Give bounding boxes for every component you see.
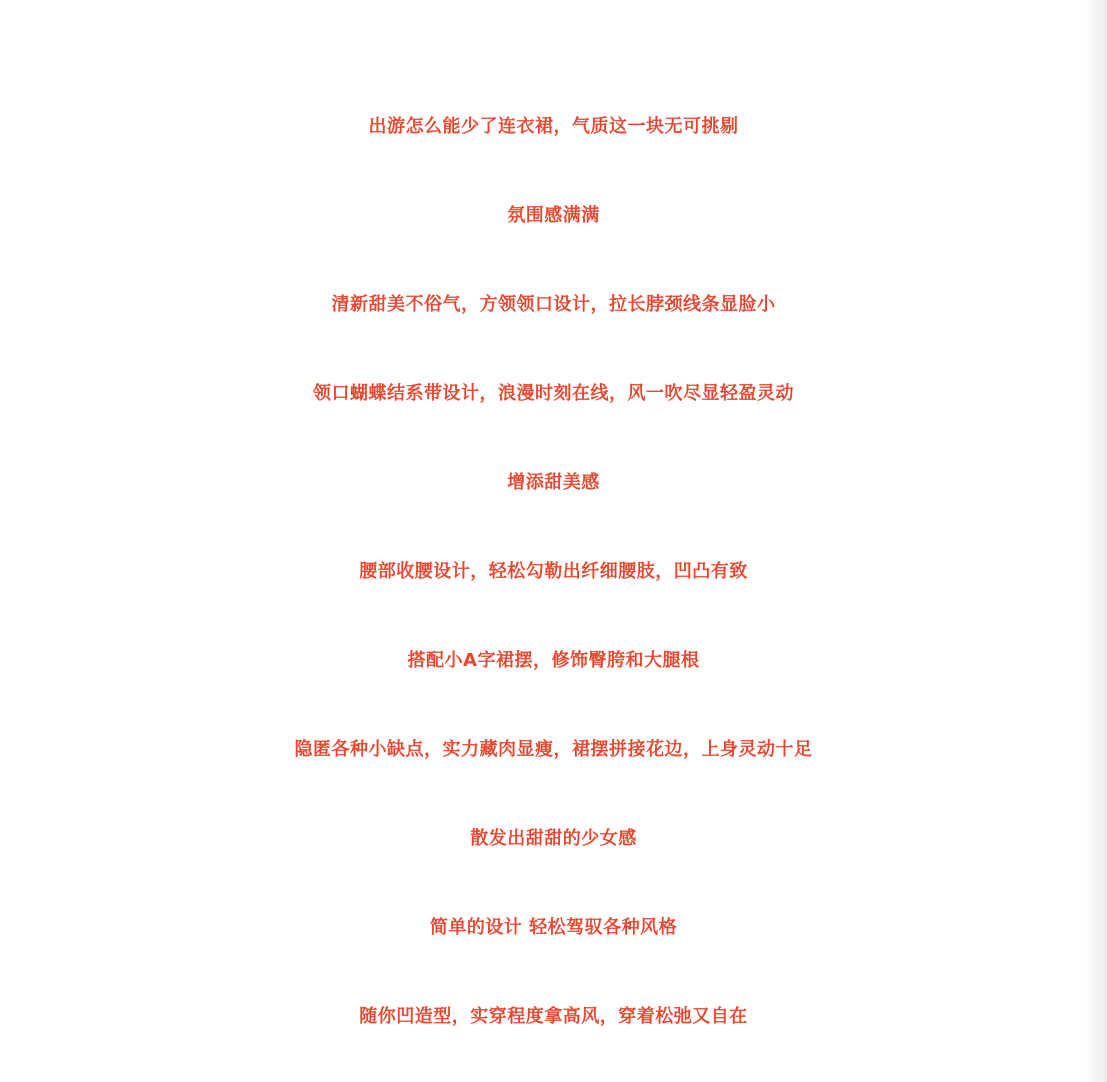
page-edge-shadow: [1085, 0, 1107, 1082]
text-line: 氛围感满满: [507, 205, 600, 226]
text-line: 搭配小A字裙摆，修饰臀胯和大腿根: [407, 650, 700, 671]
text-line: 出游怎么能少了连衣裙，气质这一块无可挑剔: [368, 116, 739, 137]
text-line: 清新甜美不俗气，方领领口设计，拉长脖颈线条显脸小: [331, 294, 776, 315]
text-line: 简单的设计 轻松驾驭各种风格: [429, 917, 678, 938]
text-line: 腰部收腰设计，轻松勾勒出纤细腰肢，凹凸有致: [359, 561, 748, 582]
text-line: 领口蝴蝶结系带设计，浪漫时刻在线，风一吹尽显轻盈灵动: [313, 383, 794, 404]
text-line: 随你凹造型，实穿程度拿高风，穿着松弛又自在: [359, 1006, 748, 1027]
text-line: 隐匿各种小缺点，实力藏肉显瘦，裙摆拼接花边，上身灵动十足: [294, 739, 813, 760]
text-line: 增添甜美感: [507, 472, 600, 493]
text-line: 散发出甜甜的少女感: [470, 828, 637, 849]
